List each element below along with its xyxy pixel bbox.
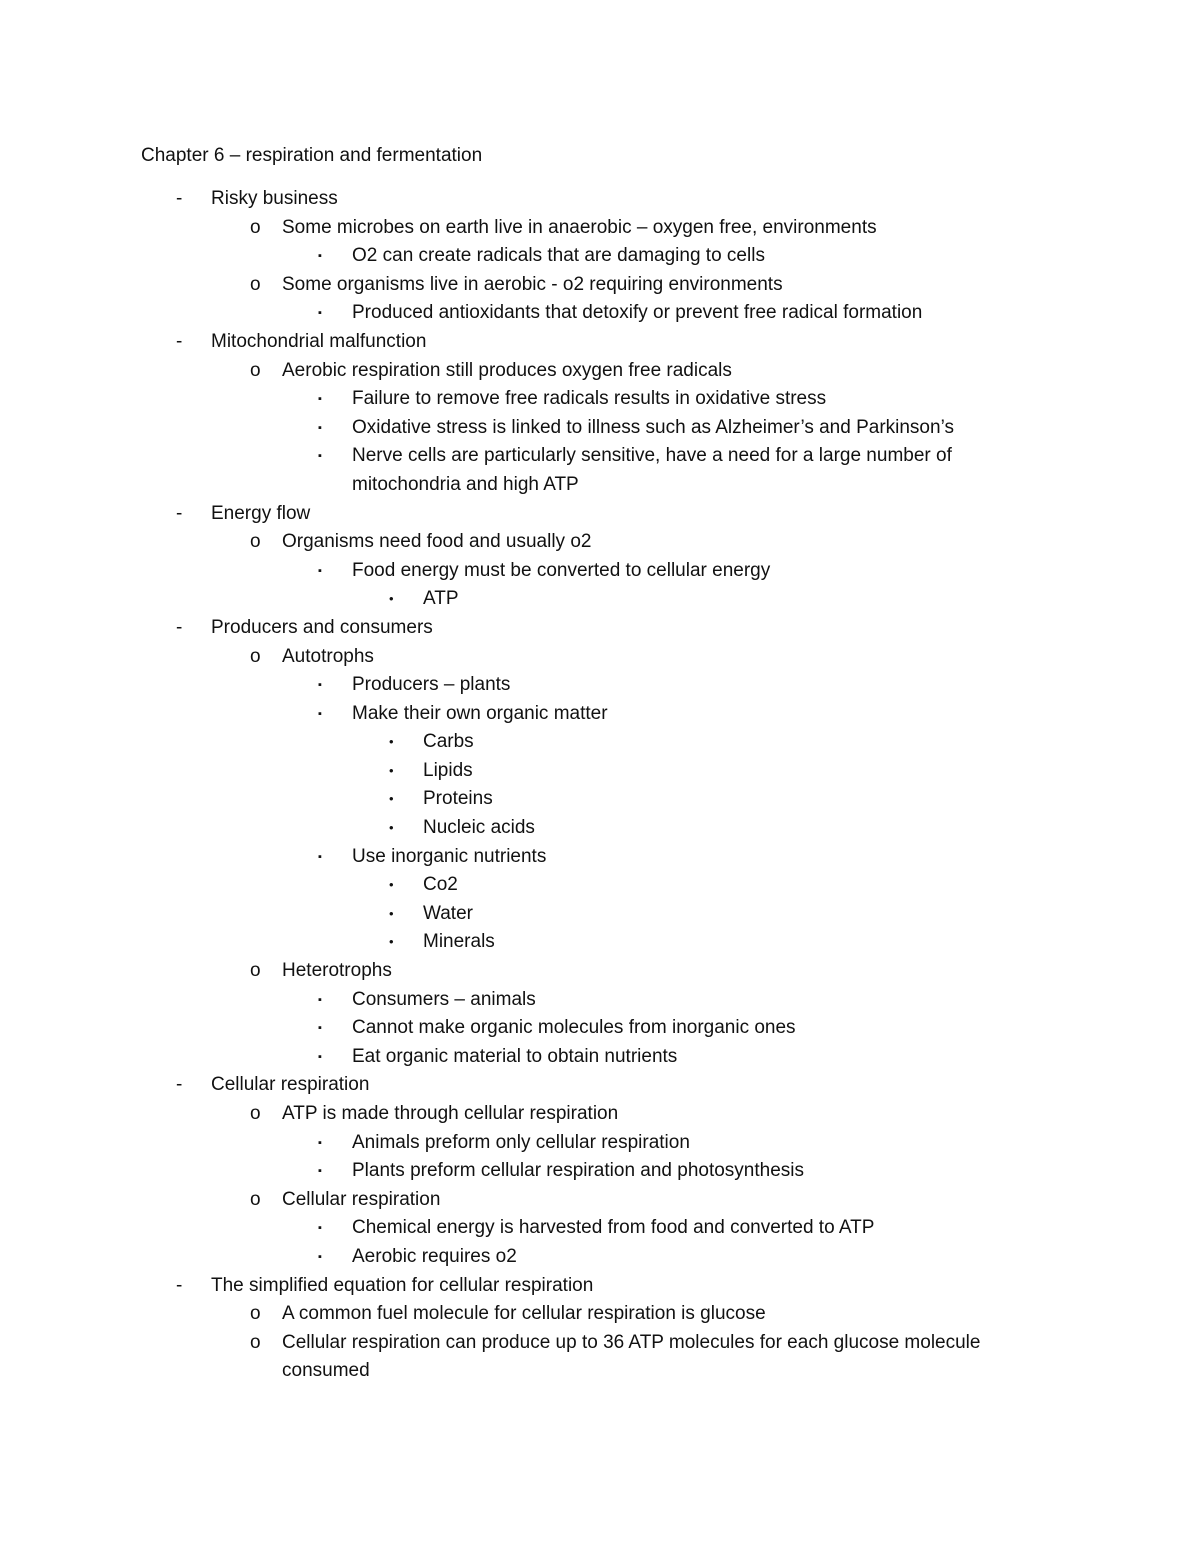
bullet-marker: ▪ [318,1165,322,1178]
outline-text: Energy flow [211,502,311,524]
outline-line [0,528,1200,557]
outline-line [0,1329,1200,1358]
outline-line [0,614,1200,643]
outline-text: Oxidative stress is linked to illness such as Alzheimer’s and Parkinson’s [352,416,954,438]
outline-text: O2 can create radicals that are damaging to cells [352,245,765,267]
bullet-marker: ▪ [318,250,322,263]
outline-line [0,1014,1200,1043]
outline-line [0,328,1200,357]
outline-text: Water [423,902,473,924]
outline-text: Organisms need food and usually o2 [282,531,592,553]
bullet-marker: ▪ [318,450,322,463]
outline-line [0,1129,1200,1158]
outline-line [0,1214,1200,1243]
outline-line [0,843,1200,872]
bullet-marker: o [250,1103,261,1124]
notes-outline [0,185,1200,1386]
outline-text: Eat organic material to obtain nutrients [352,1045,678,1067]
bullet-marker: • [389,820,394,836]
outline-line [0,1357,1200,1386]
outline-text: Cannot make organic molecules from inorganic ones [352,1017,796,1039]
outline-line [0,185,1200,214]
bullet-marker: o [250,1188,261,1210]
outline-line [0,442,1200,471]
bullet-marker: ▪ [318,679,322,692]
outline-line [0,557,1200,586]
outline-line [0,871,1200,900]
bullet-marker: ▪ [318,307,322,320]
bullet-marker: ▪ [318,564,322,577]
outline-line [0,757,1200,786]
outline-text: consumed [282,1360,370,1382]
outline-text: ATP [423,588,459,610]
outline-text: Plants preform cellular respiration and photosynthesis [352,1160,805,1182]
outline-line [0,385,1200,414]
bullet-marker: o [250,1303,261,1325]
bullet-marker: ▪ [318,707,322,720]
outline-line [0,700,1200,729]
outline-text: Minerals [423,931,495,953]
outline-text: A common fuel molecule for cellular respiration is glucose [282,1303,766,1325]
outline-line [0,728,1200,757]
outline-line [0,1071,1200,1100]
outline-text: Some organisms live in aerobic - o2 requiring environments [282,273,783,295]
outline-line [0,585,1200,614]
bullet-marker: ▪ [318,393,322,406]
bullet-marker: - [176,502,183,524]
outline-text: Risky business [211,188,338,209]
bullet-marker: o [250,359,261,381]
outline-text: ATP is made through cellular respiration [282,1103,619,1124]
outline-text: Nucleic acids [423,817,535,839]
bullet-marker: ▪ [318,1022,322,1035]
outline-line [0,500,1200,529]
outline-text: Co2 [423,874,458,896]
bullet-marker: o [250,216,261,238]
outline-text: Consumers – animals [352,988,536,1010]
outline-line [0,785,1200,814]
outline-text: The simplified equation for cellular respiration [211,1274,594,1296]
bullet-marker: ▪ [318,1050,322,1063]
outline-text: Nerve cells are particularly sensitive, have a need for a large number of [352,445,952,467]
bullet-marker: • [389,734,394,750]
outline-text: Mitochondrial malfunction [211,330,427,352]
outline-line [0,471,1200,500]
bullet-marker: - [176,1274,183,1296]
page-title: Chapter 6 – respiration and fermentation [141,145,483,166]
bullet-marker: ▪ [318,1136,322,1149]
bullet-marker: ▪ [318,993,322,1006]
outline-text: Some microbes on earth live in anaerobic – oxygen free, environments [282,216,877,238]
outline-line [0,1300,1200,1329]
outline-line [0,1157,1200,1186]
outline-line [0,1043,1200,1072]
bullet-marker: o [250,960,261,982]
bullet-marker: o [250,645,261,667]
outline-line [0,1186,1200,1215]
outline-text: Use inorganic nutrients [352,845,547,867]
outline-text: Autotrophs [282,645,374,667]
outline-line [0,414,1200,443]
outline-line [0,1243,1200,1272]
bullet-marker: ▪ [318,1222,322,1235]
outline-text: Heterotrophs [282,960,392,982]
outline-line [0,1272,1200,1301]
bullet-marker: - [176,330,183,352]
bullet-marker: - [176,616,183,638]
outline-text: Produced antioxidants that detoxify or prevent free radical formation [352,302,923,324]
bullet-marker: ▪ [318,421,322,434]
bullet-marker: - [176,188,183,209]
outline-text: Failure to remove free radicals results in oxidative stress [352,388,827,410]
outline-text: Producers and consumers [211,616,433,638]
outline-text: Aerobic respiration still produces oxygen free radicals [282,359,732,381]
bullet-marker: • [389,934,394,950]
bullet-marker: • [389,791,394,807]
bullet-marker: • [389,905,394,921]
outline-text: mitochondria and high ATP [352,473,579,495]
outline-line [0,957,1200,986]
bullet-marker: ▪ [318,850,322,863]
outline-line [0,671,1200,700]
outline-line [0,1100,1200,1129]
outline-text: Chemical energy is harvested from food and converted to ATP [352,1217,875,1239]
bullet-marker: • [389,877,394,893]
outline-line [0,357,1200,386]
outline-text: Proteins [423,788,493,810]
bullet-marker: ▪ [318,1250,322,1263]
bullet-marker: o [250,531,261,553]
outline-text: Make their own organic matter [352,702,608,724]
outline-text: Cellular respiration [211,1074,370,1096]
outline-line [0,814,1200,843]
outline-text: Producers – plants [352,674,511,696]
outline-line [0,900,1200,929]
outline-line [0,271,1200,300]
outline-line [0,643,1200,672]
outline-text: Lipids [423,759,473,781]
outline-line [0,986,1200,1015]
outline-text: Cellular respiration can produce up to 36 ATP molecules for each glucose molecule [282,1331,981,1353]
bullet-marker: - [176,1074,183,1096]
bullet-marker: • [389,762,394,778]
outline-line [0,242,1200,271]
bullet-marker: • [389,591,394,607]
outline-line [0,928,1200,957]
outline-text: Animals preform only cellular respiration [352,1131,690,1153]
outline-line [0,299,1200,328]
outline-text: Food energy must be converted to cellular energy [352,559,771,581]
bullet-marker: o [250,1331,261,1353]
outline-text: Cellular respiration [282,1188,441,1210]
outline-text: Aerobic requires o2 [352,1245,517,1267]
bullet-marker: o [250,273,261,295]
outline-line [0,214,1200,243]
outline-text: Carbs [423,731,474,753]
